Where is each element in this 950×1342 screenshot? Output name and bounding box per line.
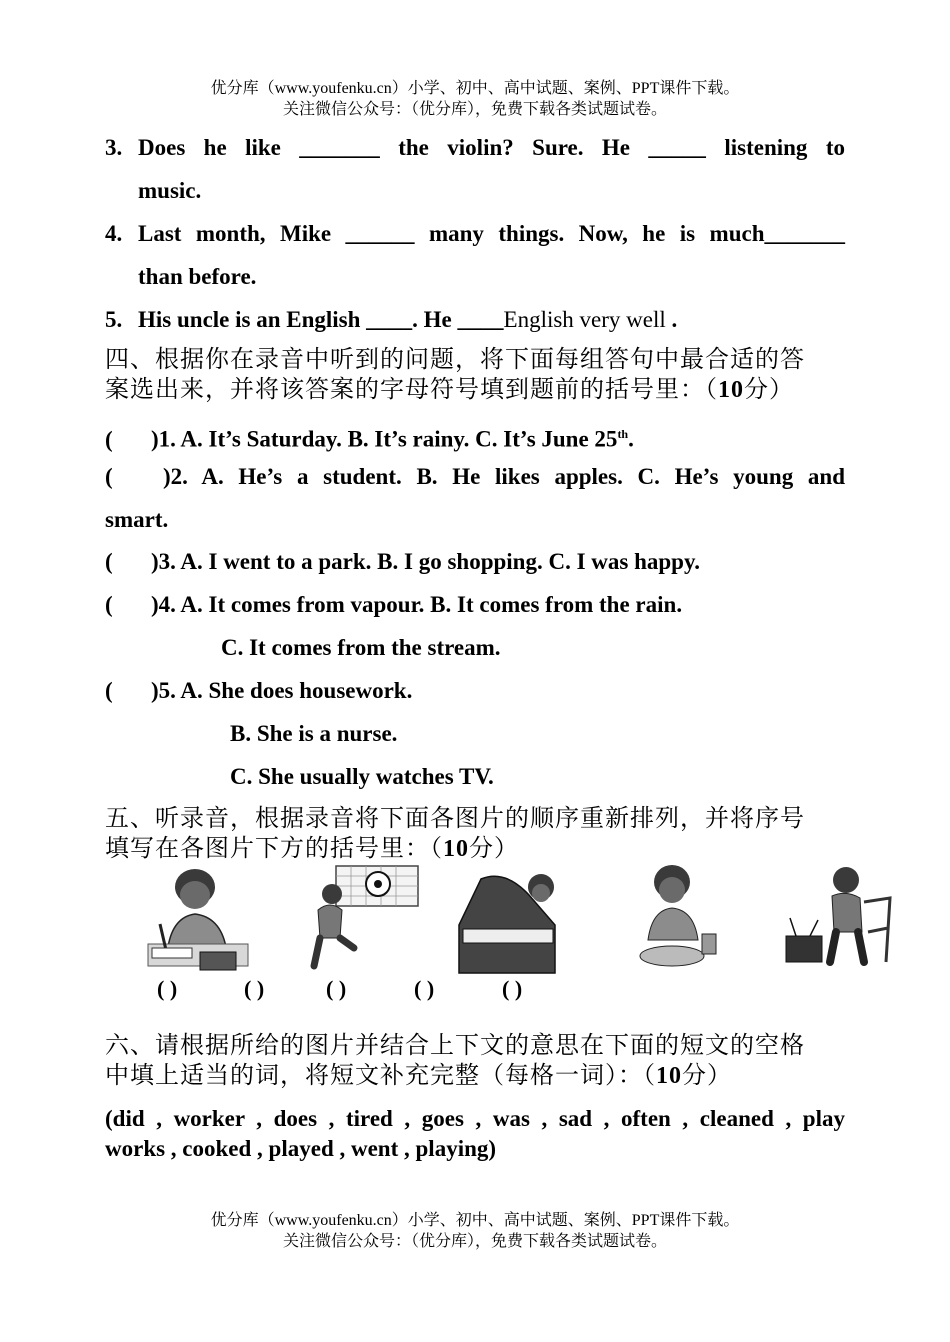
question-number: 4. (105, 221, 123, 246)
question-text: )2. A. He’s a student. B. He likes apples. C. He’s young and (163, 464, 845, 489)
question-5 (105, 305, 845, 335)
picture-playing-piano (455, 865, 560, 980)
word-bank-line-1: (did , worker , does , tired , goes , was , sad , often , cleaned , play (105, 1106, 845, 1131)
question-text-bold: His uncle is an English ____. He ____ (138, 307, 504, 332)
footer-line-2: 关注微信公众号：（优分库），免费下载各类试题试卷。 (282, 1233, 667, 1250)
piano-keys (463, 929, 553, 943)
question-number: 3. (105, 135, 123, 160)
picture-watching-tv (782, 862, 894, 977)
page-footer (0, 1210, 950, 1252)
section-4-title-line-1: 四、根据你在录音中听到的问题，将下面每组答句中最合适的答 (105, 347, 805, 373)
word-bank-line-2: works , cooked , played , went , playing) (105, 1136, 497, 1161)
shirt (168, 914, 226, 947)
picture-boy-writing (138, 862, 253, 982)
question-text: Does he like _______ the violin? Sure. He _____ listening to (138, 135, 845, 160)
antenna (790, 918, 796, 936)
answer-paren[interactable]: ( (105, 592, 113, 617)
page-header (0, 78, 950, 120)
header-line-2: 关注微信公众号：（优分库），免费下载各类试题试卷。 (282, 101, 667, 118)
question-text: Last month, Mike ______ many things. Now, he is much_______ (138, 221, 845, 246)
question-text-normal: English very well (503, 307, 666, 332)
section-4-title (105, 345, 850, 405)
section-5-title-line-1: 五、听录音，根据录音将下面各图片的顺序重新排列，并将序号 (105, 806, 805, 832)
section-5-title (105, 804, 850, 864)
shirt (318, 905, 342, 938)
book (200, 952, 236, 970)
paper (152, 948, 192, 958)
answer-paren[interactable]: ( (105, 549, 113, 574)
listening-question-5-option-c: C. She usually watches TV. (230, 764, 494, 789)
wash-basin (640, 946, 704, 966)
shirt (832, 893, 862, 932)
picture-1-answer[interactable]: ( ) (157, 976, 178, 1001)
television (786, 936, 822, 962)
picture-playing-football (296, 862, 422, 977)
listening-question-4-option-c: C. It comes from the stream. (221, 635, 501, 660)
head (322, 884, 342, 904)
question-3-line-1 (105, 133, 845, 163)
picture-4-answer[interactable]: ( ) (414, 976, 435, 1001)
picture-5-answer[interactable]: ( ) (502, 976, 523, 1001)
listening-question-4 (105, 590, 845, 620)
question-text: )1. A. It’s Saturday. B. It’s rainy. C. It’s June 25 (151, 426, 618, 452)
picture-2-answer[interactable]: ( ) (244, 976, 265, 1001)
picture-3-answer[interactable]: ( ) (326, 976, 347, 1001)
superscript: th (617, 427, 629, 441)
face (659, 877, 685, 903)
section-6-title-line-2: 中填上适当的词，将短文补充完整（每格一词）：（10分） (105, 1063, 732, 1089)
face (180, 881, 210, 909)
question-4-line-2: than before. (138, 264, 257, 289)
listening-question-5-option-b: B. She is a nurse. (230, 721, 398, 746)
shirt (648, 908, 698, 940)
legs (830, 932, 864, 962)
listening-question-1: ( )1. A. It’s Saturday. B. It’s rainy. C. It’s June 25th. (105, 419, 845, 455)
chair (864, 898, 890, 962)
cup (702, 934, 716, 954)
picture-washing-clothes (622, 860, 722, 975)
section-5-title-line-2: 填写在各图片下方的括号里：（10分） (105, 836, 519, 862)
listening-question-3 (105, 547, 845, 577)
question-4-line-1 (105, 219, 845, 249)
question-3-line-2: music. (138, 178, 202, 203)
section-4-title-line-2: 案选出来，并将该答案的字母符号填到题前的括号里：（10分） (105, 377, 794, 403)
legs (314, 938, 354, 966)
answer-paren[interactable]: ( (105, 464, 113, 489)
head (833, 867, 859, 893)
question-text: )3. A. I went to a park. B. I go shopping. C. I was happy. (151, 549, 700, 574)
footer-line-1: 优分库（www.youfenku.cn）小学、初中、高中试题、案例、PPT课件下载。 (210, 1212, 740, 1229)
answer-paren[interactable]: ( (105, 678, 113, 703)
listening-question-5 (105, 676, 845, 706)
question-text: )5. A. She does housework. (151, 678, 413, 703)
question-text: )4. A. It comes from vapour. B. It comes from the rain. (151, 592, 683, 617)
question-end: . (665, 307, 678, 332)
header-line-1: 优分库（www.youfenku.cn）小学、初中、高中试题、案例、PPT课件下载。 (210, 80, 740, 97)
section-6-title (105, 1031, 850, 1091)
listening-question-2 (105, 462, 845, 492)
face (532, 884, 550, 902)
listening-question-2-line-2: smart. (105, 507, 169, 532)
word-bank (105, 1104, 845, 1164)
answer-paren[interactable]: ( (105, 426, 113, 452)
question-number: 5. (105, 307, 123, 332)
section-6-title-line-1: 六、请根据所给的图片并结合上下文的意思在下面的短文的空格 (105, 1033, 805, 1059)
